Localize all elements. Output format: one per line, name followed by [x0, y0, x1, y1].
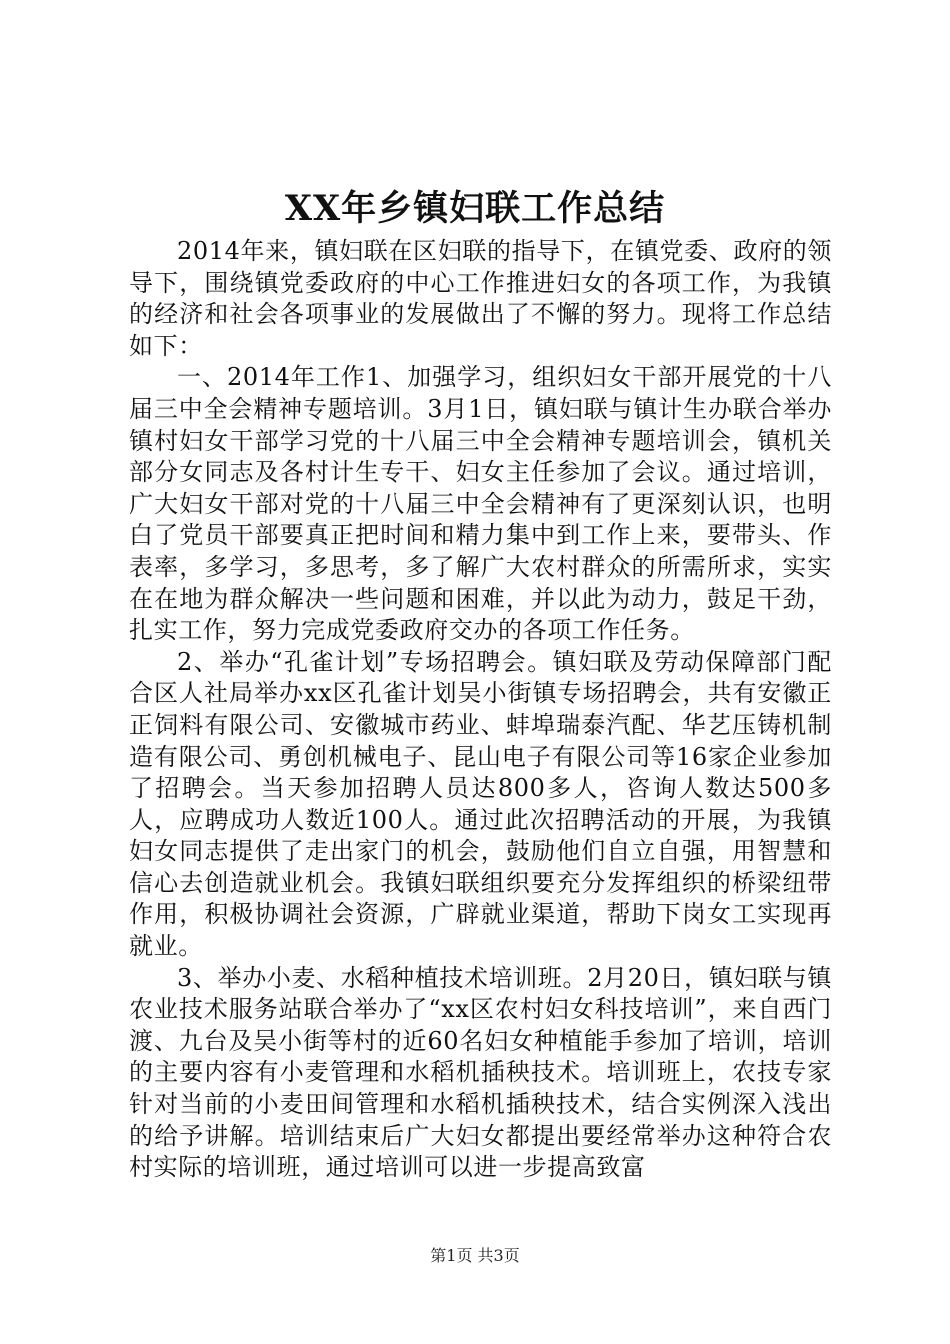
document-title: XX年乡镇妇联工作总结	[284, 188, 666, 229]
paragraph-section-3: 3、举办小麦、水稻种植技术培训班。2月20日，镇妇联与镇农业技术服务站联合举办了“xx区农村妇女科技培训”，来自西门渡、九台及吴小街等村的近60名妇女种植能手参加了培训，培训的主要内容有小麦管理和水稻机插秧技术。培训班上，农技专家针对当前的小麦田间管理和水稻机插秧技术，结合实例深入浅出的给予讲解。培训结束后广大妇女都提出要经常举办这种符合农村实际的培训班，通过培训可以进一步提高致富	[129, 963, 832, 1182]
page-footer: 第1页 共3页	[430, 1246, 520, 1265]
paragraph-section-1: 一、2014年工作1、加强学习，组织妇女干部开展党的十八届三中全会精神专题培训。3月1日，镇妇联与镇计生办联合举办镇村妇女干部学习党的十八届三中全会精神专题培训会，镇机关部分女同志及各村计生专干、妇女主任参加了会议。通过培训，广大妇女干部对党的十八届三中全会精神有了更深刻认识，也明白了党员干部要真正把时间和精力集中到工作上来，要带头、作表率，多学习，多思考，多了解广大农村群众的所需所求，实实在在地为群众解决一些问题和困难，并以此为动力，鼓足干劲，扎实工作，努力完成党委政府交办的各项工作任务。	[129, 363, 832, 645]
document-body	[129, 236, 832, 1184]
paragraph-section-2: 2、举办“孔雀计划”专场招聘会。镇妇联及劳动保障部门配合区人社局举办xx区孔雀计划吴小街镇专场招聘会，共有安徽正正饲料有限公司、安徽城市药业、蚌埠瑞泰汽配、华艺压铸机制造有限公司、勇创机械电子、昆山电子有限公司等16家企业参加了招聘会。当天参加招聘人员达800多人，咨询人数达500多人，应聘成功人数近100人。通过此次招聘活动的开展，为我镇妇女同志提供了走出家门的机会，鼓励他们自立自强，用智慧和信心去创造就业机会。我镇妇联组织要充分发挥组织的桥梁纽带作用，积极协调社会资源，广辟就业渠道，帮助下岗女工实现再就业。	[129, 647, 832, 961]
paragraph-intro: 2014年来，镇妇联在区妇联的指导下，在镇党委、政府的领导下，围绕镇党委政府的中心工作推进妇女的各项工作，为我镇的经济和社会各项事业的发展做出了不懈的努力。现将工作总结如下：	[129, 237, 832, 360]
